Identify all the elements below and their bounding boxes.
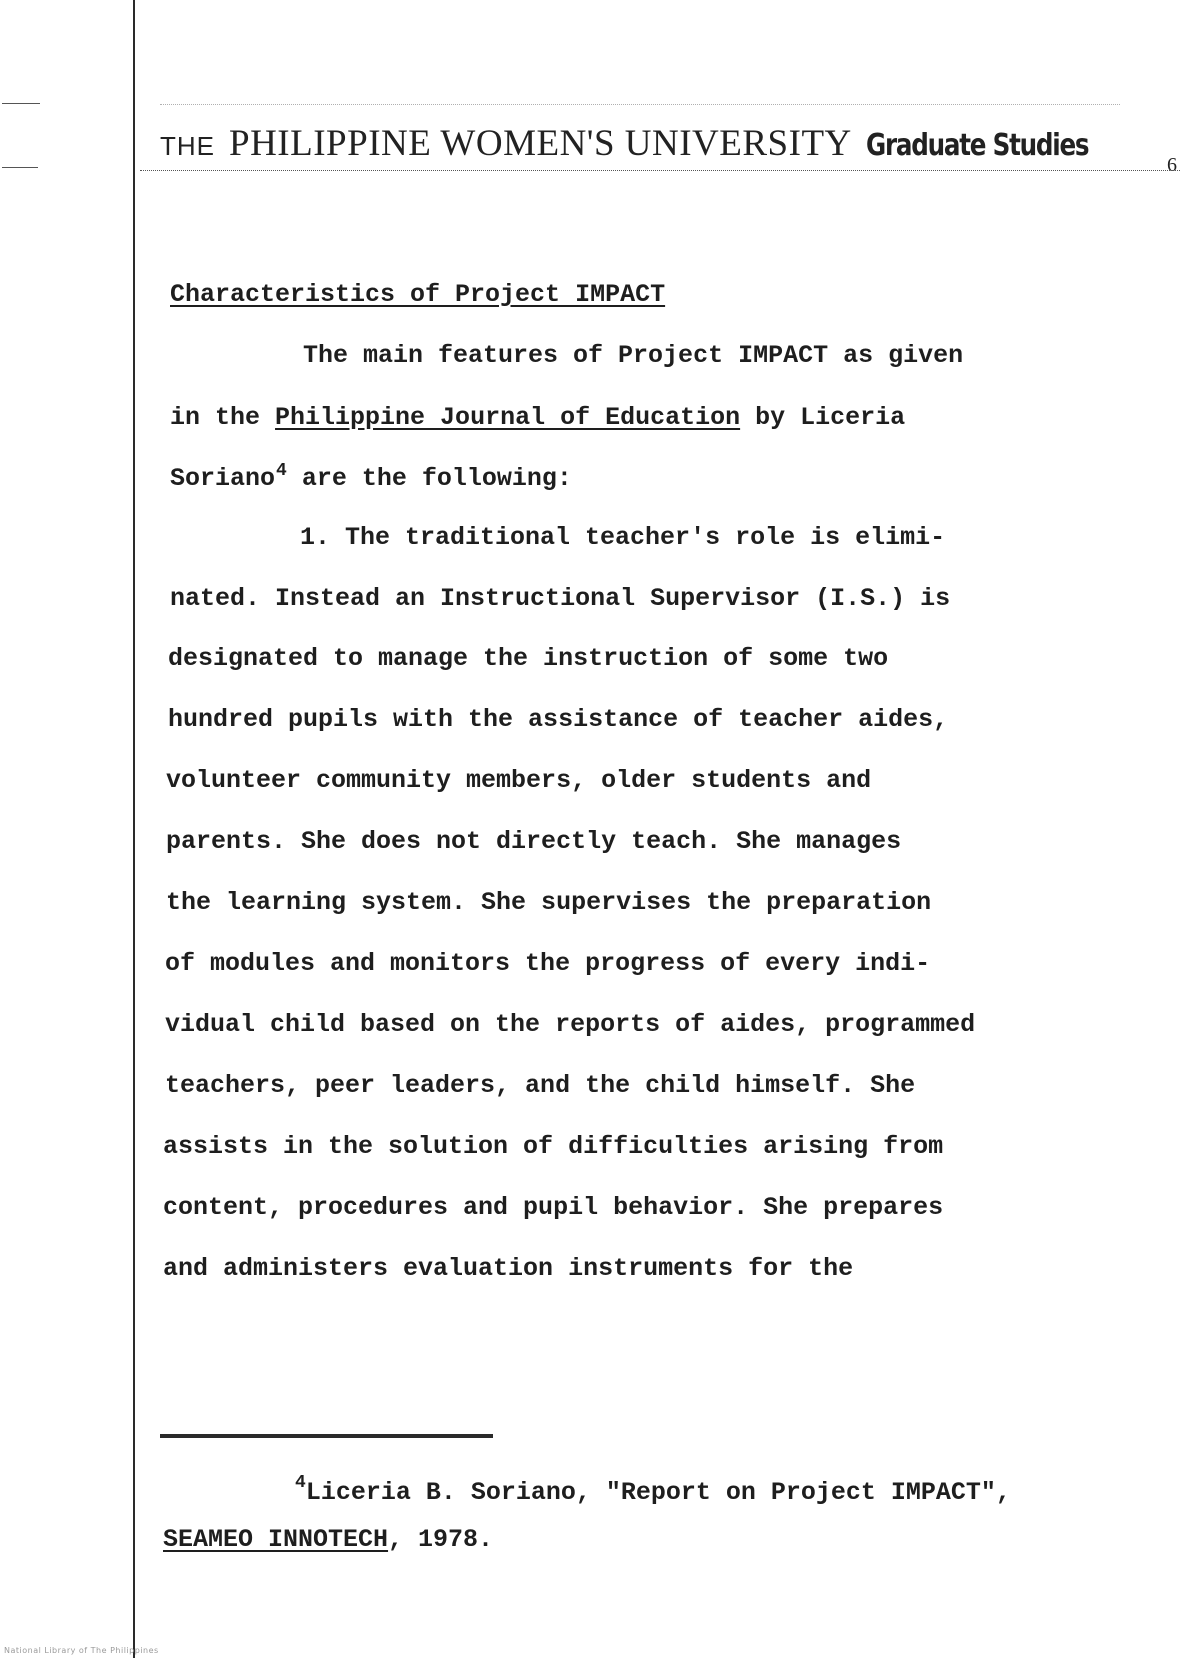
letterhead-top-rule bbox=[160, 104, 1120, 105]
scan-stamp: National Library of The Philippines bbox=[4, 1646, 159, 1655]
scan-margin-mark bbox=[2, 167, 38, 168]
letterhead-university-name: PHILIPPINE WOMEN'S UNIVERSITY bbox=[229, 123, 852, 164]
item-1-line: teachers, peer leaders, and the child himself. She bbox=[165, 1071, 916, 1100]
footnote-reference: 4 bbox=[276, 461, 287, 481]
letterhead-rule bbox=[140, 170, 1180, 171]
author-name: Soriano bbox=[170, 464, 276, 493]
page-number: 6 bbox=[1167, 154, 1177, 176]
footnote-source: SEAMEO INNOTECH bbox=[163, 1525, 389, 1554]
item-1-line: hundred pupils with the assistance of teacher aides, bbox=[168, 705, 949, 734]
footnote-year: , 1978. bbox=[388, 1525, 494, 1554]
footnote-line-2 bbox=[163, 1525, 493, 1554]
item-1-line: nated. Instead an Instructional Supervisor (I.S.) is bbox=[170, 584, 951, 613]
item-1-line: and administers evaluation instruments for the bbox=[163, 1254, 854, 1283]
item-1-line: vidual child based on the reports of aides, programmed bbox=[165, 1010, 976, 1039]
intro-line-1: The main features of Project IMPACT as given bbox=[303, 341, 964, 370]
item-1-line: of modules and monitors the progress of every indi- bbox=[165, 949, 931, 978]
intro-line-2-end: by Liceria bbox=[740, 403, 906, 432]
item-1-line: assists in the solution of difficulties arising from bbox=[163, 1132, 944, 1161]
letterhead-the: THE bbox=[160, 131, 215, 161]
footnote-citation: Liceria B. Soriano, "Report on Project IMPACT", bbox=[305, 1478, 1011, 1507]
intro-line-2-start: in the bbox=[170, 403, 276, 432]
footnote-rule bbox=[160, 1434, 493, 1438]
footnote-marker: 4 bbox=[295, 1473, 306, 1493]
scan-margin-mark bbox=[2, 103, 40, 104]
journal-title: Philippine Journal of Education bbox=[275, 403, 741, 432]
item-1-line: 1. The traditional teacher's role is elimi- bbox=[300, 523, 946, 552]
intro-line-3-end: are the following: bbox=[286, 464, 572, 493]
item-1-line: content, procedures and pupil behavior. She prepares bbox=[163, 1193, 944, 1222]
section-heading: Characteristics of Project IMPACT bbox=[170, 280, 666, 309]
item-1-line: parents. She does not directly teach. She manages bbox=[166, 827, 902, 856]
intro-line-2 bbox=[170, 403, 905, 432]
footnote-line-1 bbox=[295, 1473, 1011, 1507]
item-1-line: designated to manage the instruction of some two bbox=[168, 644, 889, 673]
intro-line-3 bbox=[170, 461, 572, 493]
letterhead-division: Graduate Studies bbox=[865, 128, 1089, 163]
item-1-line: volunteer community members, older students and bbox=[166, 766, 872, 795]
letterhead bbox=[160, 122, 1180, 165]
binding-margin-rule bbox=[133, 0, 135, 1658]
item-1-line: the learning system. She supervises the preparation bbox=[166, 888, 932, 917]
